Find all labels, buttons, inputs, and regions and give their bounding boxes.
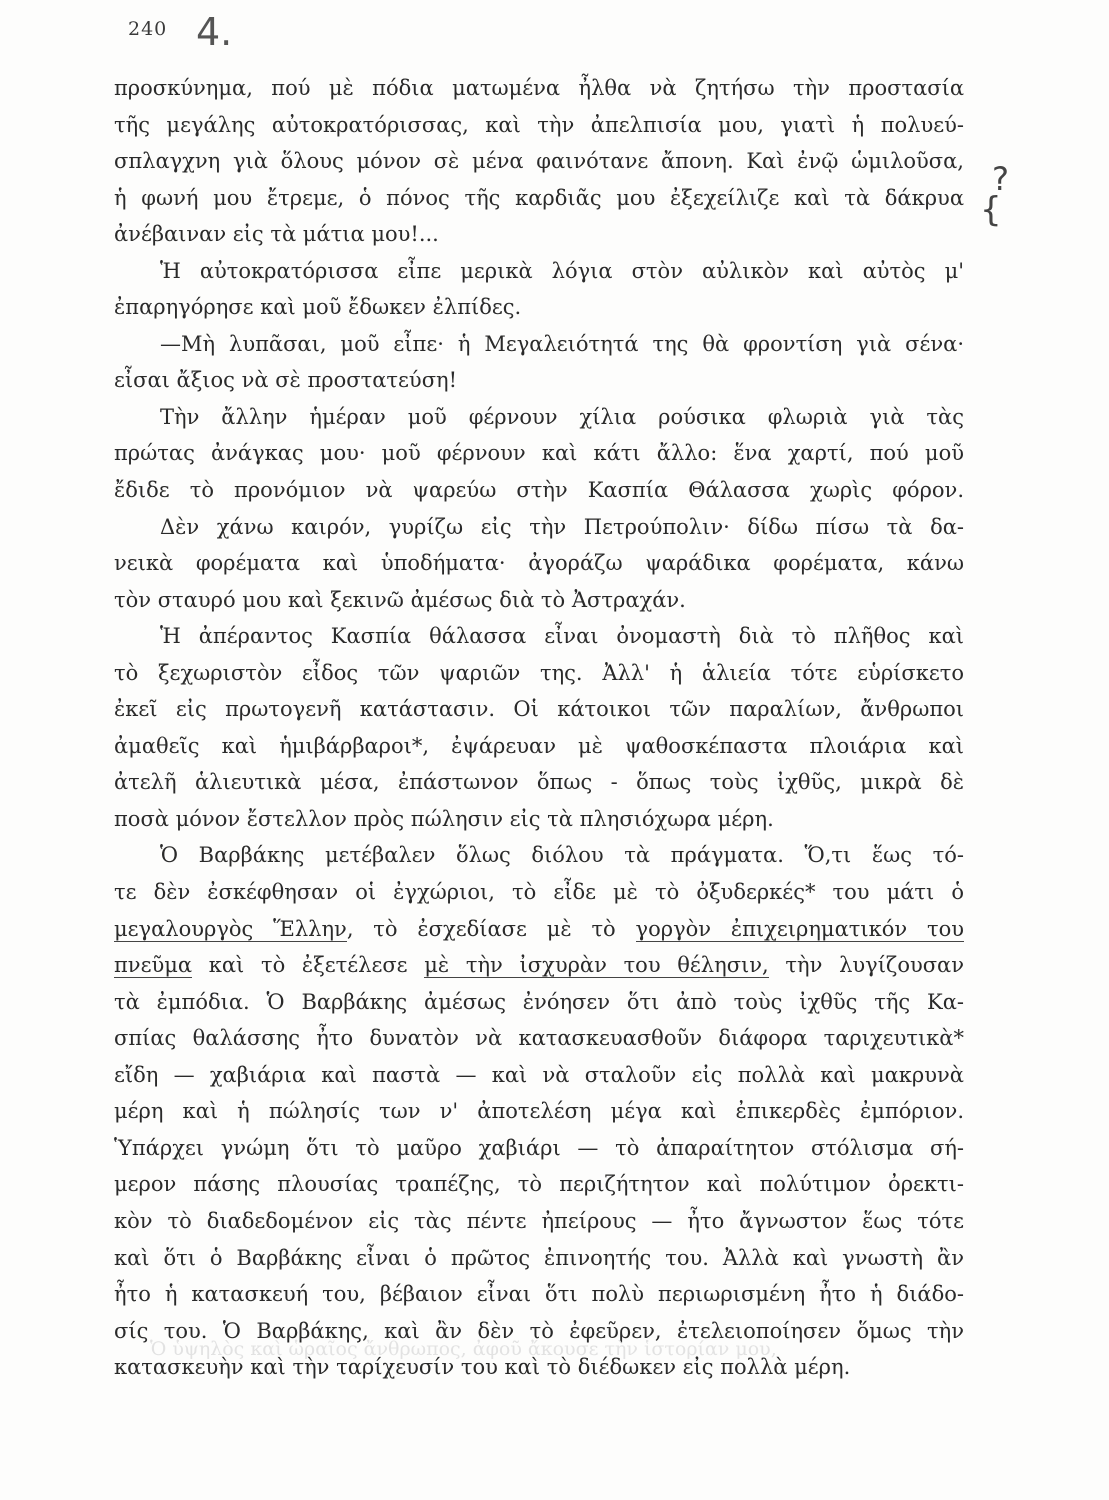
text-line-underlined xyxy=(114,947,964,984)
text-line: ποσὰ μόνον ἔστελλον πρὸς πώλησιν εἰς τὰ πλησιόχωρα μέρη. xyxy=(114,806,774,831)
bleed-through-text: Ὁ ὑψηλὸς καὶ ὡραῖος ἄνθρωπος, ἀφοῦ ἄκουσε τὴν ἱστορίαν μου, xyxy=(150,1338,777,1360)
handwritten-margin-mark: 4. xyxy=(196,10,233,54)
text-line: μερον πάσης πλουσίας τραπέζης, τὸ περιζήτητον καὶ πολύτιμον ὀρεκτι- xyxy=(114,1172,964,1197)
text-line: σπίας θαλάσσης ἦτο δυνατὸν νὰ κατασκευασθοῦν διάφορα ταριχευτικὰ* xyxy=(114,1026,964,1051)
text-line: Ὑπάρχει γνώμη ὅτι τὸ μαῦρο χαβιάρι — τὸ ἀπαραίτητον στόλισμα σή- xyxy=(114,1135,964,1160)
text-line: Δὲν χάνω καιρόν, γυρίζω εἰς τὴν Πετρούπολιν· δίδω πίσω τὰ δα- xyxy=(160,514,964,539)
text-line: Ὁ Βαρβάκης μετέβαλεν ὅλως διόλου τὰ πράγματα. Ὅ,τι ἕως τό- xyxy=(160,843,964,868)
text-line: Ἡ αὐτοκρατόρισσα εἶπε μερικὰ λόγια στὸν αὐλικὸν καὶ αὐτὸς μ' xyxy=(160,258,964,283)
text-line-underlined xyxy=(114,911,964,948)
text-line: κὸν τὸ διαδεδομένον εἰς τὰς πέντε ἠπείρους — ἦτο ἄγνωστον ἕως τότε xyxy=(114,1208,964,1233)
text-line: εἶσαι ἄξιος νὰ σὲ προστατεύση! xyxy=(114,368,458,393)
text-line: ἐπαρηγόρησε καὶ μοῦ ἔδωκεν ἐλπίδες. xyxy=(114,295,522,320)
text-line: ἐκεῖ εἰς πρωτογενῆ κατάστασιν. Οἱ κάτοικοι τῶν παραλίων, ἄνθρωποι xyxy=(114,697,964,722)
underlined-phrase: γοργὸν ἐπιχειρηματικόν του xyxy=(635,916,964,941)
text-line: καὶ ὅτι ὁ Βαρβάκης εἶναι ὁ πρῶτος ἐπινοητής του. Ἀλλὰ καὶ γνωστὴ ἂν xyxy=(114,1245,964,1270)
underlined-phrase: μεγαλουργὸς Ἕλλην xyxy=(114,916,347,941)
text-line: τὸν σταυρό μου καὶ ξεκινῶ ἀμέσως διὰ τὸ Ἀστραχάν. xyxy=(114,587,686,612)
text-line: μέρη καὶ ἡ πώλησίς των ν' ἀποτελέση μέγα καὶ ἐπικερδὲς ἐμπόριον. xyxy=(114,1099,964,1124)
underlined-phrase: πνεῦμα xyxy=(114,953,193,978)
dialogue-line: —Μὴ λυπᾶσαι, μοῦ εἶπε· ἡ Μεγαλειότητά της θὰ φροντίση γιὰ σένα· xyxy=(160,331,964,356)
text-span: καὶ τὸ ἐξετέλεσε xyxy=(192,953,425,978)
text-line: σίς του. Ὁ Βαρβάκης, καὶ ἂν δὲν τὸ ἐφεῦρεν, ἐτελειοποίησεν ὅμως τὴν xyxy=(114,1318,964,1343)
text-line: κατασκευὴν καὶ τὴν ταρίχευσίν του καὶ τὸ διέδωκεν εἰς πολλὰ μέρη. xyxy=(114,1355,851,1380)
text-line: ἔδιδε τὸ προνόμιον νὰ ψαρεύω στὴν Κασπία Θάλασσα χωρὶς φόρον. xyxy=(114,478,964,503)
text-line: Ἡ ἀπέραντος Κασπία θάλασσα εἶναι ὀνομαστὴ διὰ τὸ πλῆθος καὶ xyxy=(160,624,964,649)
text-line: τὰ ἐμπόδια. Ὁ Βαρβάκης ἀμέσως ἐνόησεν ὅτι ἀπὸ τοὺς ἰχθῦς τῆς Κα- xyxy=(114,989,964,1014)
text-line: προσκύνημα, πού μὲ πόδια ματωμένα ἦλθα νὰ ζητήσω τὴν προστασία xyxy=(114,76,964,100)
page-number: 240 xyxy=(128,18,168,40)
text-line: νεικὰ φορέματα καὶ ὑποδήματα· ἀγοράζω ψαράδικα φορέματα, κάνω xyxy=(114,551,964,576)
text-line: τῆς μεγάλης αὐτοκρατόρισσας, καὶ τὴν ἀπελπισία μου, γιατὶ ἡ πολυεύ- xyxy=(114,112,964,137)
text-line: Τὴν ἄλλην ἡμέραν μοῦ φέρνουν χίλια ρούσικα φλωριὰ γιὰ τὰς xyxy=(160,404,964,429)
text-line: εἴδη — χαβιάρια καὶ παστὰ — καὶ νὰ σταλοῦν εἰς πολλὰ καὶ μακρυνὰ xyxy=(114,1062,964,1087)
text-line: ἀνέβαιναν εἰς τὰ μάτια μου!... xyxy=(114,222,439,247)
text-line: ἀτελῆ ἁλιευτικὰ μέσα, ἐπάστωνον ὅπως - ὅπως τοὺς ἰχθῦς, μικρὰ δὲ xyxy=(114,770,964,795)
text-span: τὴν λυγίζουσαν xyxy=(768,953,965,978)
body-text xyxy=(114,70,964,1386)
text-line: τε δὲν ἐσκέφθησαν οἱ ἐγχώριοι, τὸ εἶδε μὲ τὸ ὀξυδερκές* του μάτι ὁ xyxy=(114,880,964,905)
margin-question-mark: ? xyxy=(992,160,1009,198)
text-line: ἡ φωνή μου ἔτρεμε, ὁ πόνος τῆς καρδιᾶς μου ἐξεχείλιζε καὶ τὰ δάκρυα xyxy=(114,185,964,210)
underlined-phrase: μὲ τὴν ἰσχυρὰν του θέλησιν, xyxy=(424,953,769,978)
text-line: ἀμαθεῖς καὶ ἡμιβάρβαροι*, ἐψάρευαν μὲ ψαθοσκέπαστα πλοιάρια καὶ xyxy=(114,733,964,758)
text-span: , τὸ ἐσχεδίασε μὲ τὸ xyxy=(346,916,636,941)
text-line: σπλαγχνη γιὰ ὅλους μόνον σὲ μένα φαινότανε ἄπονη. Καὶ ἐνῷ ὡμιλοῦσα, xyxy=(114,149,964,174)
text-line: πρώτας ἀνάγκας μου· μοῦ φέρνουν καὶ κάτι ἄλλο: ἕνα χαρτί, πού μοῦ xyxy=(114,441,964,466)
margin-brace-mark: { xyxy=(980,190,1002,230)
text-line: ἦτο ἡ κατασκευή του, βέβαιον εἶναι ὅτι πολὺ περιωρισμένη ἦτο ἡ διάδο- xyxy=(114,1282,964,1307)
text-line: τὸ ξεχωριστὸν εἶδος τῶν ψαριῶν της. Ἀλλ' ἡ ἁλιεία τότε εὑρίσκετο xyxy=(114,660,964,685)
